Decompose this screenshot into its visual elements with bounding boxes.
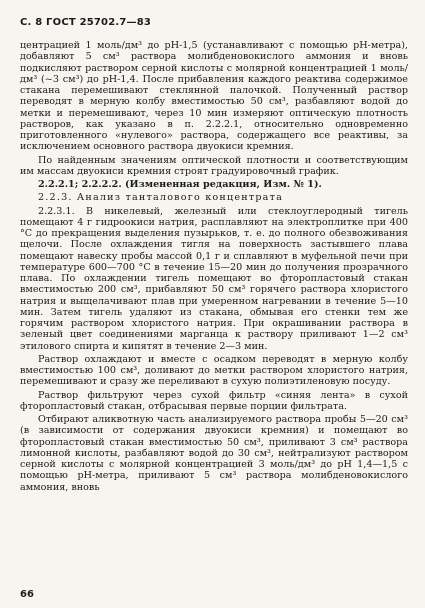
section-heading: 2.2.3. Анализ танталового концентрата [38,192,284,204]
paragraph-5: 2.2.3.1. В никелевый, железный или стеклоуглеродный тигель помещают 4 г гидроокиси натрия, расплавляют на электроплитке при 400 °C до прекращения выделения пузырьков, т. е. до полного обезвоживания щелочи. После охлаждения тигля на поверхность застывшего плава помещают навеску пробы массой 0,1 г и сплавляют в муфельной печи при температуре 600—700 °C в течение 15—20 мин до получения прозрачного плава. По охлаждении тигель помещают во фторопластовый стакан вместимостью 200 см³, прибавляют 50 см³ горячего раствора хлористого натрия и выщелачивают плав при умеренном нагревании в течение 5—10 мин. Затем тигель удаляют из стакана, обмывая его стенки тем же горячим раствором хлористого натрия. При окрашивании раствора в зеленый цвет соединениями марганца к раствору приливают 1—2 см³ этилового спирта и кипятят в течение 2—3 мин. [20,205,408,352]
paragraph-1: центрацией 1 моль/дм³ до pH-1,5 (устанавливают с помощью pH-метра), добавляют 5 см³ раствора молибденовокислого аммония и вновь подкисляют раствором серной кислоты с молярной концентрацией 1 моль/дм³ (~3 см³) до pH-1,4. После прибавления каждого реактива содержимое стакана перемешивают стеклянной палочкой. Полученный раствор переводят в мерную колбу вместимостью 50 см³, разбавляют водой до метки и перемешивают, через 10 мин измеряют оптическую плотность растворов, как указано в п. 2.2.2.1, относительно одновременно приготовленного «нулевого» раствора, содержащего все реактивы, за исключением основного раствора двуокиси кремния. [20,40,408,153]
page-number: 66 [20,589,34,600]
paragraph-2: По найденным значениям оптической плотности и соответствующим им массам двуокиси кремния строят градуировочный график. [20,154,408,177]
paragraph-6: Раствор охлаждают и вместе с осадком переводят в мерную колбу вместимостью 100 см³, доливают до метки раствором хлористого натрия, перемешивают и сразу же переливают в сухую полиэтиленовую посуду. [20,353,408,388]
paragraph-7: Раствор фильтруют через сухой фильтр «синяя лента» в сухой фторопластовый стакан, отбрасывая первые порции фильтрата. [20,389,408,412]
amendment-note: 2.2.2.1; 2.2.2.2. (Измененная редакция, Изм. № 1). [38,179,322,190]
paragraph-8: Отбирают аликвотную часть анализируемого раствора пробы 5—20 см³ (в зависимости от содержания двуокиси кремния) и помещают во фторопластовый стакан вместимостью 50 см³, приливают 3 см³ раствора лимонной кислоты, разбавляют водой до 30 см³, нейтрализуют раствором серной кислоты с молярной концентрацией 3 моль/дм³ до pH 1,4—1,5 с помощью pH-метра, приливают 5 см³ раствора молибденовокислого аммония, вновь [20,414,408,493]
body-text [20,40,408,493]
page-header: С. 8 ГОСТ 25702.7—83 [20,17,152,28]
